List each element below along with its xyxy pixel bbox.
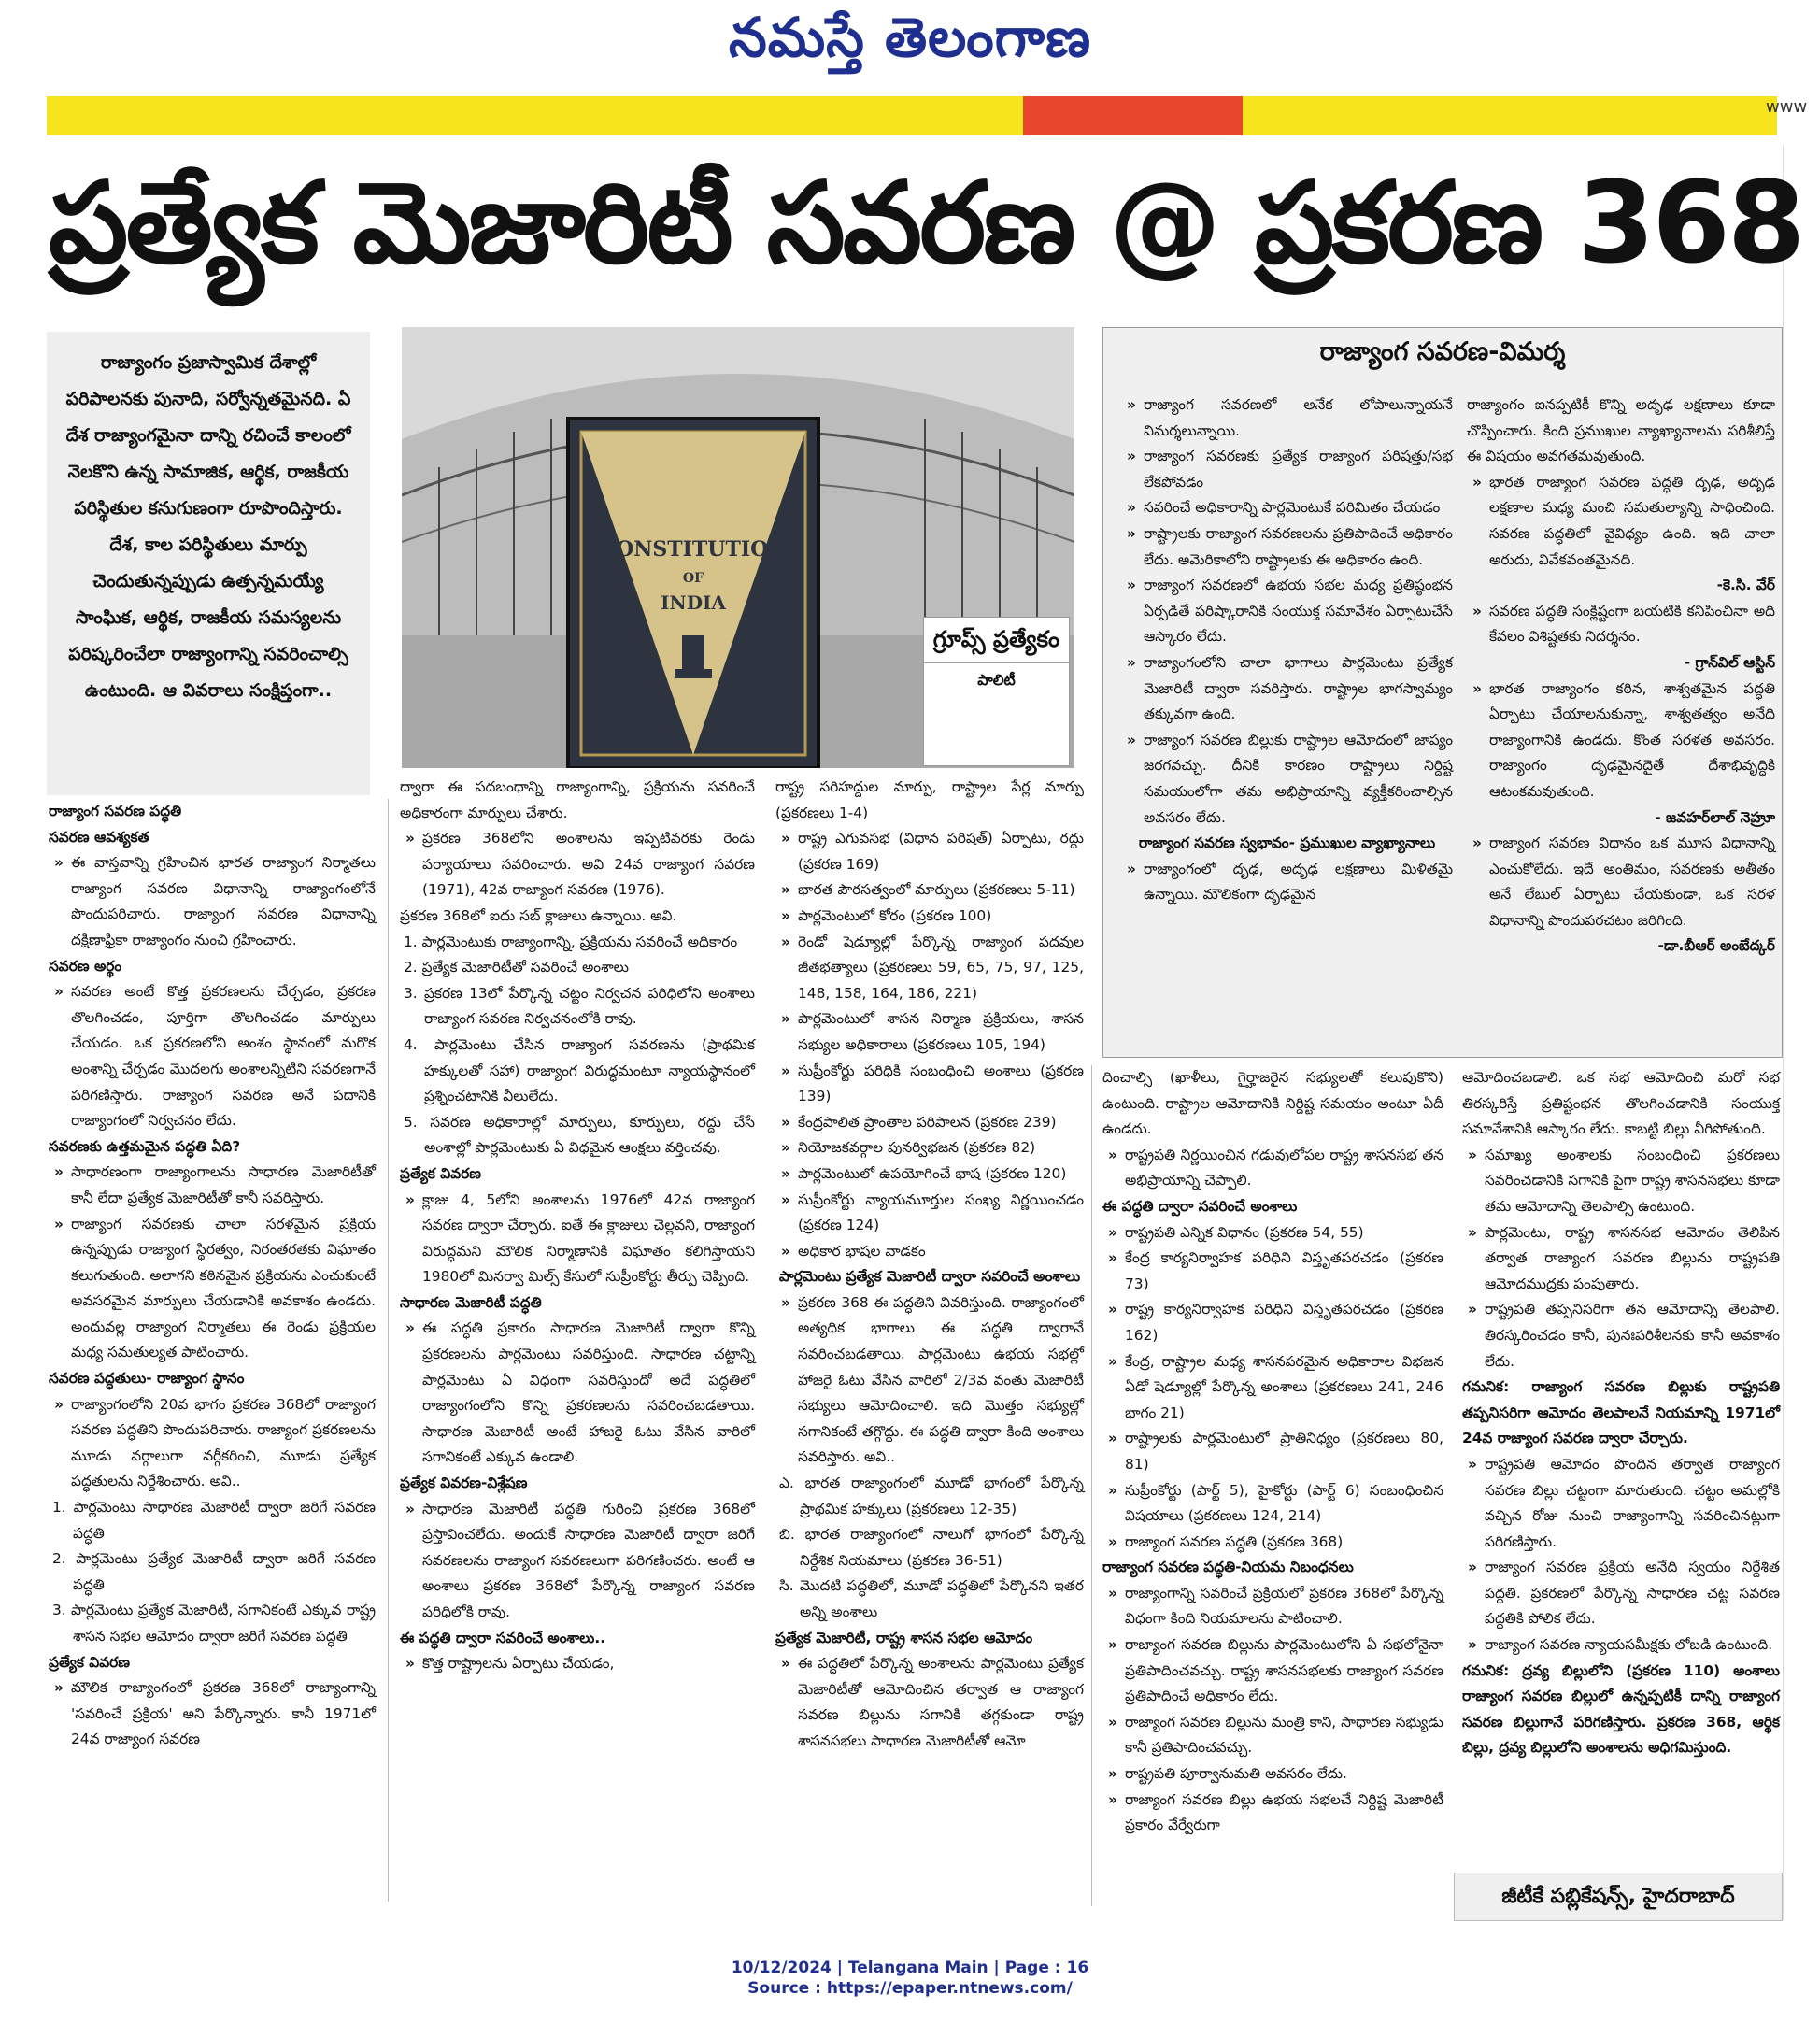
section-heading: ఈ పద్ధతి ద్వారా సవరించే అంశాలు [1102,1197,1298,1215]
headline: ప్రత్యేక మెజారిటీ సవరణ @ ప్రకరణ 368 [49,159,1803,289]
section-heading: సవరణ ఆవశ్యకత [49,828,149,846]
paragraph: ద్వారా ఈ పదబంధాన్ని రాజ్యాంగాన్ని, ప్రక్రియను సవరించే అధికారంగా మార్పులు చేశారు. [400,778,755,821]
bullet-paragraph: » పార్లమెంటు, రాష్ట్ర శాసనసభ ఆమోదం తెలిపిన తర్వాత రాజ్యాంగ సవరణ బిల్లును రాష్ట్రపతి ఆమోదముద్రకు పంపుతారు. [1462,1220,1780,1298]
numbered-item: 4. పార్లమెంటు చేసిన రాజ్యాంగ సవరణను (ప్రాథమిక హక్కులతో సహా) రాజ్యాంగ విరుద్ధమంటూ న్యాయస్థానంలో ప్రశ్నించటానికి వీలులేదు. [404,1035,755,1105]
bullet-paragraph: » రాజ్యాంగంలో దృఢ, అదృఢ లక్షణాలు మిళితమై ఉన్నాయి. మౌలికంగా దృఢమైన [1121,857,1453,908]
bullet-paragraph: » పార్లమెంటులో కోరం (ప్రకరణ 100) [775,904,1084,930]
note-paragraph: గమనిక: రాజ్యాంగ సవరణ బిల్లుకు రాష్ట్రపతి తప్పనిసరిగా ఆమోదం తెలపాలనే నియమాన్ని 1971లో 24వ రాజ్యాంగ సవరణ ద్వారా చేర్చారు. [1462,1378,1780,1447]
masthead-strip [47,96,1777,135]
column-divider [388,799,389,1902]
bullet-paragraph: » రాజ్యాంగ సవరణ ప్రక్రియ అనేది స్వయం నిర్దేశిత పద్ధతి. ప్రకరణలో పేర్కొన్న సాధారణ చట్ట సవరణ పద్ధతికి పోలిక లేదు. [1462,1555,1780,1632]
numbered-item: 2. ప్రత్యేక మెజారిటీతో సవరించే అంశాలు [404,959,629,976]
page-footer [0,1958,1820,1999]
numbered-item: 5. సవరణ అధికారాల్లో మార్పులు, కూర్పులు, రద్దు చేసే అంశాల్లో పార్లమెంటుకు ఏ విధమైన ఆంక్షలు వర్తించవు. [404,1113,755,1157]
numbered-item: ఎ. భారత రాజ్యాంగంలో మూడో భాగంలో పేర్కొన్న ప్రాథమిక హక్కులు (ప్రకరణలు 12-35) [779,1475,1084,1517]
section-heading: సాధారణ మెజారిటీ పద్ధతి [400,1293,542,1311]
bullet-paragraph: » అధికార భాషల వాడకం [775,1239,1084,1265]
bullet-paragraph: » సాధారణంగా రాజ్యాంగాలను సాధారణ మెజారిటీతో కానీ లేదా ప్రత్యేక మెజారిటీతో కానీ సవరిస్తారు. [49,1160,376,1211]
bullet-paragraph: » ఈ పద్ధతిలో పేర్కొన్న అంశాలను పార్లమెంటు ప్రత్యేక మెజారిటీతో ఆమోదించిన తర్వాత ఆ రాజ్యాంగ సవరణ బిల్లును సగానికి తగ్గకుండా రాష్ట్ర శాసనసభలు సాధారణ మెజారిటీతో ఆమో [775,1651,1084,1754]
section-heading: ప్రత్యేక వివరణ [49,1653,131,1671]
quote-attribution: - జవహర్‌లాల్ నెహ్రూ [1655,808,1775,826]
section-heading: సవరణకు ఉత్తమమైన పద్ధతి ఏది? [49,1137,241,1155]
bullet-paragraph: » రాజ్యాంగ సవరణ బిల్లు ఉభయ సభలచే నిర్దిష్ట మెజారిటీ ప్రకారం వేర్వేరుగా [1102,1788,1443,1839]
subsection-heading: పార్లమెంటు ప్రత్యేక మెజారిటీ ద్వారా సవరించే అంశాలు [778,1268,1081,1286]
bullet-paragraph: » రాష్ట్ర కార్యనిర్వాహక పరిధిని విస్తృతపరచడం (ప్రకరణ 162) [1102,1297,1443,1348]
section-heading: ప్రత్యేక మెజారిటీ, రాష్ట్ర శాసన సభల ఆమోదం [775,1629,1033,1646]
section-heading: ఈ పద్ధతి ద్వారా సవరించే అంశాలు.. [400,1629,606,1646]
bullet-paragraph: » భారత రాజ్యాంగ సవరణ పద్ధతి దృఢ, అదృఢ లక్షణాల మధ్య మంచి సమతుల్యాన్ని సాధించింది. సవరణ పద్ధతిలో వైవిధ్యం ఉంది. ఇది చాలా అరుదు, వివేకవంతమైనది. [1467,470,1775,573]
bullet-paragraph: » రాజ్యాంగ సవరణకు ప్రత్యేక రాజ్యాంగ పరిషత్తు/సభ లేకపోవడం [1121,444,1453,495]
bullet-paragraph: » పార్లమెంటులో శాసన నిర్మాణ ప్రక్రియలు, శాసన సభ్యుల అధికారాలు (ప్రకరణలు 105, 194) [775,1006,1084,1058]
numbered-item: బి. భారత రాజ్యాంగంలో నాలుగో భాగంలో పేర్కొన్న నిర్దేశిక నియమాలు (ప్రకరణ 36-51) [779,1526,1084,1569]
bullet-paragraph: » రాష్ట్రపతి తప్పనిసరిగా తన ఆమోదాన్ని తెలపాలి. తిరస్కరించడం కానీ, పునఃపరిశీలనకు కానీ అవకాశం లేదు. [1462,1297,1780,1375]
quote-attribution: - గ్రాన్‌విల్ ఆస్టిన్ [1684,653,1775,671]
bullet-paragraph: » ప్రకరణ 368లోని అంశాలను ఇప్పటివరకు రెండు పర్యాయాలు సవరించారు. అవి 24వ రాజ్యాంగ సవరణ (1971), 42వ రాజ్యాంగ సవరణ (1976). [400,826,755,904]
bullet-paragraph: » కేంద్ర, రాష్ట్రాల మధ్య శాసనపరమైన అధికారాల విభజన ఏడో షెడ్యూల్లో పేర్కొన్న అంశాలు (ప్రకరణలు 241, 246 భాగం 21) [1102,1349,1443,1427]
section-heading: ప్రత్యేక వివరణ [400,1164,482,1182]
numbered-item: 3. పార్లమెంటు ప్రత్యేక మెజారిటీ, సగానికంటే ఎక్కువ రాష్ట్ర శాసన సభల ఆమోదం ద్వారా జరిగే సవరణ పద్ధతి [52,1602,376,1645]
numbered-item: 1. పార్లమెంటుకు రాజ్యాంగాన్ని, ప్రక్రియను సవరించే అధికారం [404,933,738,950]
paragraph: ప్రకరణ 368లో ఐదు సబ్ క్లాజులు ఉన్నాయి. అవి. [400,906,677,924]
paragraph: రాజ్యాంగం ఐనప్పటికీ కొన్ని అదృఢ లక్షణాలు కూడా చొప్పించారు. కింది ప్రముఖుల వ్యాఖ్యానాలను పరిశీలిస్తే ఈ విషయం అవగతమవుతుంది. [1467,396,1775,465]
article-column-5 [1462,1065,1780,1761]
tag-title: గ్రూప్స్ ప్రత్యేకం [932,626,1060,652]
bullet-paragraph: » సుప్రీంకోర్టు (పార్ట్ 5), హైకోర్టు (పార్ట్ 6) సంబంధించిన విషయాలు (ప్రకరణలు 124, 214) [1102,1478,1443,1530]
bullet-paragraph: » ఈ వాస్తవాన్ని గ్రహించిన భారత రాజ్యాంగ నిర్మాతలు రాజ్యాంగ సవరణ విధానాన్ని రాజ్యాంగంలోనే పొందుపరిచారు. రాజ్యాంగ సవరణ విధానాన్ని దక్షిణాఫ్రికా రాజ్యాంగం నుంచి గ్రహించారు. [49,850,376,953]
panel-column-left [1121,392,1453,908]
newspaper-logo: నమస్తే తెలంగాణ [729,6,1091,69]
footer-source-line: Source : https://epaper.ntnews.com/ [747,1979,1073,1998]
strip-url: www [1766,97,1808,117]
bullet-paragraph: » సుప్రీంకోర్టు న్యాయమూర్తుల సంఖ్య నిర్ణయించడం (ప్రకరణ 124) [775,1188,1084,1239]
footer-date-line: 10/12/2024 | Telangana Main | Page : 16 [731,1959,1089,1977]
bullet-paragraph: » రాష్ట్రాలకు రాజ్యాంగ సవరణలను ప్రతిపాదించే అధికారం లేదు. అమెరికాలోని రాష్ట్రాలకు ఈ అధికారం ఉంది. [1121,521,1453,573]
bullet-paragraph: » రాజ్యాంగాన్ని సవరించే ప్రక్రియలో ప్రకరణ 368లో పేర్కొన్న విధంగా కింది నియమాలను పాటించాలి. [1102,1581,1443,1632]
bullet-paragraph: » రాష్ట్రపతి ఎన్నిక విధానం (ప్రకరణ 54, 55) [1102,1220,1443,1247]
quote-attribution: -డా.బీఆర్ అంబేద్కర్ [1657,937,1775,955]
intro-box [47,332,370,795]
section-heading: రాజ్యాంగ సవరణ పద్ధతి-నియమ నిబంధనలు [1102,1559,1354,1576]
masthead [0,0,1820,93]
bullet-paragraph: » సుప్రీంకోర్టు పరిధికి సంబంధించి అంశాలు (ప్రకరణ 139) [775,1059,1084,1110]
paragraph: ఆమోదించబడాలి. ఒక సభ ఆమోదించి మరో సభ తిరస్కరిస్తే ప్రతిష్టంభన తొలగించడానికి సంయుక్త సమావేశానికి ఆస్కారం లేదు. కాబట్టి బిల్లు వీగిపోతుంది. [1462,1069,1780,1138]
bullet-paragraph: » రెండో షెడ్యూల్లో పేర్కొన్న రాజ్యాంగ పదవుల జీతభత్యాలు (ప్రకరణలు 59, 65, 75, 97, 125, 148, 158, 164, 186, 221) [775,930,1084,1007]
paragraph: దించాల్సి (ఖాళీలు, గైర్హాజరైన సభ్యులతో కలుపుకొని) ఉంటుంది. రాష్ట్రాల ఆమోదానికి నిర్దిష్ట సమయం అంటూ ఏదీ ఉండదు. [1102,1069,1443,1138]
strip-ad-block [1023,96,1243,135]
bullet-paragraph: » రాష్ట్రపతి పూర్వానుమతి అవసరం లేదు. [1102,1761,1443,1788]
bullet-paragraph: » క్లాజు 4, 5లోని అంశాలను 1976లో 42వ రాజ్యాంగ సవరణ ద్వారా చేర్చారు. ఐతే ఈ క్లాజులు చెల్లవని, రాజ్యాంగ విరుద్ధమని మౌలిక నిర్మాణానికి విఘాతం కలిగిస్తాయని 1980లో మినర్వా మిల్స్ కేసులో సుప్రీంకోర్టు తీర్పు చెప్పింది. [400,1188,755,1290]
quote-attribution: -కె.సి. వేర్ [1716,577,1775,594]
publisher-credit: జీటీకే పబ్లికేషన్స్, హైదరాబాద్ [1454,1873,1783,1921]
bullet-paragraph: » రాజ్యాంగంలోని చాలా భాగాలు పార్లమెంటు ప్రత్యేక మెజారిటీ ద్వారా సవరిస్తారు. రాష్ట్రాల భాగస్వామ్యం తక్కువగా ఉంది. [1121,650,1453,728]
bullet-paragraph: » సమాఖ్య అంశాలకు సంబంధించి ప్రకరణలు సవరించడానికి సగానికి పైగా రాష్ట్ర శాసనసభలు కూడా తమ ఆమోదాన్ని తెలపాల్సి ఉంటుంది. [1462,1143,1780,1220]
book-title-line3: INDIA [661,591,726,614]
article-column-1 [49,799,376,1753]
bullet-paragraph: » మౌలిక రాజ్యాంగంలో ప్రకరణ 368లో రాజ్యాంగాన్ని 'సవరించే ప్రక్రియ' అని పేర్కొన్నారు. కానీ 1971లో 24వ రాజ్యాంగ సవరణ [49,1675,376,1753]
groups-special-tag [923,617,1070,766]
panel-title: రాజ్యాంగ సవరణ-విమర్శ [1319,337,1566,366]
bullet-paragraph: » కొత్త రాష్ట్రాలను ఏర్పాటు చేయడం, [400,1651,755,1677]
bullet-paragraph: » రాజ్యాంగ సవరణ న్యాయసమీక్షకు లోబడి ఉంటుంది. [1462,1632,1780,1659]
numbered-item: 1. పార్లమెంటు సాధారణ మెజారిటీ ద్వారా జరిగే సవరణ పద్ధతి [52,1499,376,1542]
bullet-paragraph: » రాజ్యాంగ సవరణ బిల్లును పార్లమెంటులోని ఏ సభలోనైనా ప్రతిపాదించవచ్చు. రాష్ట్ర శాసనసభలకు రాజ్యాంగ సవరణ ప్రతిపాదించే అధికారం లేదు. [1102,1632,1443,1710]
subsection-heading: రాజ్యాంగ సవరణ స్వభావం- ప్రముఖుల వ్యాఖ్యానాలు [1138,834,1436,852]
bullet-paragraph: » రాజ్యాంగ సవరణ బిల్లుకు రాష్ట్రాల ఆమోదంలో జాప్యం జరగవచ్చు. దీనికి కారణం రాష్ట్రాలు నిర్దిష్ట సమయంలోగా తమ అభిప్రాయాన్ని వ్యక్తీకరించాల్సిన అవసరం లేదు. [1121,728,1453,831]
bullet-paragraph: » నియోజకవర్గాల పునర్విభజన (ప్రకరణ 82) [775,1135,1084,1161]
bullet-paragraph: » భారత రాజ్యాంగం కఠిన, శాశ్వతమైన పద్ధతి ఏర్పాటు చేయాలనుకున్నా, శాశ్వతత్వం అనేది రాజ్యాంగానికి ఉండదు. కొంత సరళత అవసరం. రాజ్యాంగం దృఢమైనదైతే దేశాభివృద్ధికి ఆటంకమవుతుంది. [1467,677,1775,805]
bullet-paragraph: » రాష్ట్ర ఎగువసభ (విధాన పరిషత్) ఏర్పాటు, రద్దు (ప్రకరణ 169) [775,826,1084,877]
bullet-paragraph: » రాష్ట్రాలకు పార్లమెంటులో ప్రాతినిధ్యం (ప్రకరణలు 80, 81) [1102,1426,1443,1477]
numbered-item: సి. మొదటి పద్ధతిలో, మూడో పద్ధతిలో పేర్కొనని ఇతర అన్ని అంశాలు [779,1577,1084,1620]
bullet-paragraph: » సాధారణ మెజారిటీ పద్ధతి గురించి ప్రకరణ 368లో ప్రస్తావించలేదు. అందుకే సాధారణ మెజారిటీ ద్వారా జరిగే సవరణలను రాజ్యాంగ సవరణలుగా పరిగణించరు. అంటే ఆ అంశాలు ప్రకరణ 368లో పేర్కొన్న రాజ్యాంగ సవరణ పరిధిలోకి రావు. [400,1497,755,1626]
section-heading: సవరణ అర్థం [49,957,122,975]
bullet-paragraph: » సవరణ అంటే కొత్త ప్రకరణలను చేర్చడం, ప్రకరణ తొలగించడం, పూర్తిగా తొలగించడం మార్పులు చేయడం. ఒక ప్రకరణలోని అంశం స్థానంలో మరొక అంశాన్ని చేర్చడం మొదలగు అంశాలన్నిటిని సవరణగానే పరిగణిస్తారు. రాజ్యాంగ సవరణ అనే పదానికి రాజ్యాంగంలో నిర్వచనం లేదు. [49,979,376,1134]
intro-text: రాజ్యాంగం ప్రజాస్వామిక దేశాల్లో పరిపాలనకు పునాది, సర్వోన్నతమైనది. ఏ దేశ రాజ్యాంగమైనా దాన్ని రచించే కాలంలో నెలకొని ఉన్న సామాజిక, ఆర్థిక, రాజకీయ పరిస్థితుల కనుగుణంగా రూపొందిస్తారు. దేశ, కాల పరిస్థితులు మార్పు చెందుతున్నప్పుడు ఉత్పన్నమయ్యే సాంఘిక, ఆర్థిక, రాజకీయ సమస్యలను పరిష్కరించేలా రాజ్యాంగాన్ని సవరించాల్సి ఉంటుంది. ఆ వివరాలు సంక్షిప్తంగా.. [65,352,351,701]
bullet-paragraph: » కేంద్రపాలిత ప్రాంతాల పరిపాలన (ప్రకరణ 239) [775,1110,1084,1136]
bullet-paragraph: » రాష్ట్రపతి ఆమోదం పొందిన తర్వాత రాజ్యాంగ సవరణ బిల్లు చట్టంగా మారుతుంది. చట్టం అమల్లోకి వచ్చిన రోజు నుంచి రాజ్యాంగాన్ని సవరించినట్లుగా పరిగణిస్తారు. [1462,1452,1780,1555]
book-title-line1: CONSTITUTION [599,537,788,562]
adjacent-page-edge [1783,145,1820,1920]
bullet-paragraph: » రాజ్యాంగ సవరణకు చాలా సరళమైన ప్రక్రియ ఉన్నప్పుడు రాజ్యాంగ స్థిరత్వం, నిరంతరతకు విఘాతం కలుగుతుంది. అలాగని కఠినమైన ప్రక్రియను ఎంచుకుంటే అవసరమైన మార్పులు చేయడానికి అవకాశం ఉండదు. అందువల్ల రాజ్యాంగ నిర్మాతలు ఈ రెండు ప్రక్రియల మధ్య సమతుల్యత పాటించారు. [49,1212,376,1367]
bullet-paragraph: » రాజ్యాంగ సవరణ పద్ధతి (ప్రకరణ 368) [1102,1530,1443,1556]
bullet-paragraph: » భారత పౌరసత్వంలో మార్పులు (ప్రకరణలు 5-11) [775,877,1084,904]
bullet-paragraph: » రాజ్యాంగ సవరణలో అనేక లోపాలున్నాయనే విమర్శలున్నాయి. [1121,392,1453,444]
numbered-item: 3. ప్రకరణ 13లో పేర్కొన్న చట్టం నిర్వచన పరిధిలోని అంశాలు రాజ్యాంగ సవరణ నిర్వచనంలోకి రావు. [404,984,755,1028]
panel-column-right [1467,392,1775,960]
bullet-paragraph: » రాజ్యాంగ సవరణలో ఉభయ సభల మధ్య ప్రతిష్ఠంభన ఏర్పడితే పరిష్కారానికి సంయుక్త సమావేశం ఏర్పాటుచేసే ఆస్కారం లేదు. [1121,573,1453,650]
bullet-paragraph: » ప్రకరణ 368 ఈ పద్ధతిని వివరిస్తుంది. రాజ్యాంగంలో అత్యధిక భాగాలు ఈ పద్ధతి ద్వారానే సవరించబడతాయి. పార్లమెంటు ఉభయ సభల్లో హాజరై ఓటు వేసిన వారిలో 2/3వ వంతు మెజారిటీ సభ్యులు ఆమోదించాలి. ఇది మొత్తం సభ్యుల్లో సగానికంటే తగ్గొద్దు. ఈ పద్ధతి ద్వారా కింది అంశాలు సవరిస్తారు. అవి.. [775,1290,1084,1471]
article-column-4 [1102,1065,1443,1839]
bullet-paragraph: » సవరణ పద్ధతి సంక్లిష్టంగా బయటికి కనిపించినా అది కేవలం విశిష్టతకు నిదర్శనం. [1467,599,1775,650]
column-divider [1091,1065,1092,1906]
section-heading: రాజ్యాంగ సవరణ పద్ధతి [49,803,182,819]
bullet-paragraph: » రాష్ట్రపతి నిర్ణయించిన గడువులోపల రాష్ట్ర శాసనసభ తన అభిప్రాయాన్ని చెప్పాలి. [1102,1143,1443,1194]
book-title-line2: OF [682,571,704,586]
paragraph: రాష్ట్ర సరిహద్దుల మార్పు, రాష్ట్రాల పేర్ల మార్పు (ప్రకరణలు 1-4) [775,778,1084,821]
bullet-paragraph: » ఈ పద్ధతి ప్రకారం సాధారణ మెజారిటీ ద్వారా కొన్ని ప్రకరణలను పార్లమెంటు సవరిస్తుంది. సాధారణ చట్టాన్ని పార్లమెంటు ఏ విధంగా సవరిస్తుందో అదే పద్ధతిలో రాజ్యాంగంలోని కొన్ని ప్రకరణలను సవరించబడతాయి. సాధారణ మెజారిటీ అంటే హాజరై ఓటు వేసిన వారిలో సగానికంటే ఎక్కువ ఉండాలి. [400,1316,755,1471]
bullet-paragraph: » రాజ్యాంగ సవరణ విధానం ఒక మూస విధానాన్ని ఎంచుకోలేదు. ఇదే అంతిమం, సవరణకు అతీతం అనే లేబుల్ ఏర్పాటు చేయకుండా, ఒక సరళ విధానాన్ని పొందుపరచటం జరిగింది. [1467,831,1775,933]
bullet-paragraph: » పార్లమెంటులో ఉపయోగించే భాష (ప్రకరణ 120) [775,1161,1084,1188]
note-paragraph: గమనిక: ద్రవ్య బిల్లులోని (ప్రకరణ 110) అంశాలు రాజ్యాంగ సవరణ బిల్లులో ఉన్నప్పటికీ దాన్ని రాజ్యాంగ సవరణ బిల్లుగానే పరిగణిస్తారు. ప్రకరణ 368, ఆర్థిక బిల్లు, ద్రవ్య బిల్లులోని అంశాలను అధిగమిస్తుంది. [1462,1661,1780,1757]
bullet-paragraph: » కేంద్ర కార్యనిర్వాహక పరిధిని విస్తృతపరచడం (ప్రకరణ 73) [1102,1246,1443,1297]
section-heading: ప్రత్యేక వివరణ-విశ్లేషణ [400,1475,528,1492]
bullet-paragraph: » రాజ్యాంగ సవరణ బిల్లును మంత్రి కాని, సాధారణ సభ్యుడు కానీ ప్రతిపాదించవచ్చు. [1102,1710,1443,1761]
article-column-3 [775,775,1084,1755]
article-column-2 [400,775,755,1677]
bullet-paragraph: » సవరించే అధికారాన్ని పార్లమెంటుకే పరిమితం చేయడం [1121,495,1453,521]
section-heading: సవరణ పద్ధతులు- రాజ్యాంగ స్థానం [49,1370,245,1388]
numbered-item: 2. పార్లమెంటు ప్రత్యేక మెజారిటీ ద్వారా జరిగే సవరణ పద్ధతి [52,1550,376,1593]
bullet-paragraph: » రాజ్యాంగంలోని 20వ భాగం ప్రకరణ 368లో రాజ్యాంగ సవరణ పద్ధతిని పొందుపరిచారు. రాజ్యాంగ ప్రకరణలను మూడు వర్గాలుగా వర్గీకరించి, మూడు ప్రత్యేక పద్ధతులను నిర్దేశించారు. అవి.. [49,1392,376,1495]
tag-subject: పాలిటీ [924,662,1069,692]
